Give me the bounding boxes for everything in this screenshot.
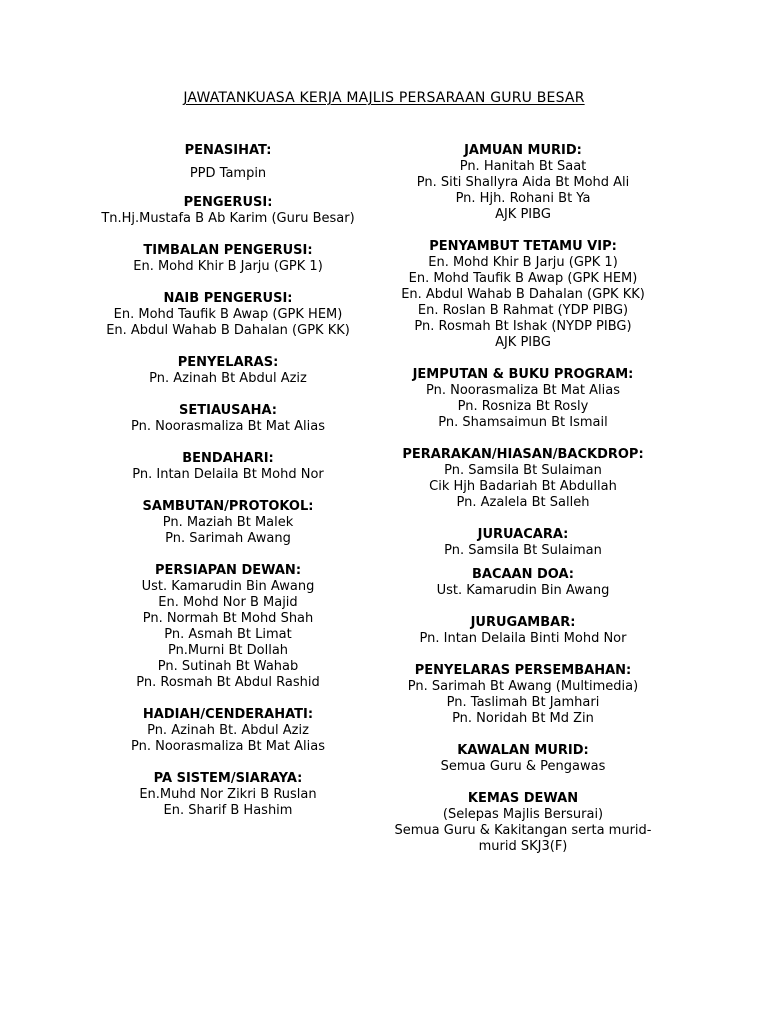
section-perarakan-hiasan-backdrop	[378, 447, 668, 511]
section-heading: PENGERUSI:	[183, 195, 273, 210]
member: Pn.Murni Bt Dollah	[167, 643, 289, 658]
section-heading: JURUGAMBAR:	[470, 615, 576, 630]
section-hadiah-cenderahati	[84, 707, 372, 755]
section-kawalan-murid	[378, 743, 668, 775]
section-penasihat	[84, 143, 372, 182]
section-naib-pengerusi	[84, 291, 372, 339]
member: Pn. Sarimah Awang	[165, 531, 291, 546]
member: En. Abdul Wahab B Dahalan (GPK KK)	[401, 287, 645, 302]
member: Pn. Sarimah Bt Awang (Multimedia)	[407, 679, 639, 694]
member: Pn. Azalela Bt Salleh	[456, 495, 590, 510]
section-heading: JURUACARA:	[477, 527, 569, 542]
member: En. Mohd Taufik B Awap (GPK HEM)	[113, 307, 343, 322]
section-heading: PERARAKAN/HIASAN/BACKDROP:	[402, 447, 644, 462]
member: Pn. Asmah Bt Limat	[164, 627, 292, 642]
right-column	[378, 143, 668, 855]
section-penyelaras-persembahan	[378, 663, 668, 727]
member: Ust. Kamarudin Bin Awang	[436, 583, 610, 598]
section-heading: PENYELARAS PERSEMBAHAN:	[414, 663, 632, 678]
section-heading: SETIAUSAHA:	[179, 403, 277, 418]
section-heading: KEMAS DEWAN	[467, 791, 579, 806]
section-pengerusi	[84, 195, 372, 227]
section-persiapan-dewan	[84, 563, 372, 691]
member: Pn. Hanitah Bt Saat	[459, 159, 587, 174]
section-timbalan-pengerusi	[84, 243, 372, 275]
member: Pn. Normah Bt Mohd Shah	[142, 611, 314, 626]
member: Tn.Hj.Mustafa B Ab Karim (Guru Besar)	[101, 211, 355, 226]
section-jamuan-murid	[378, 143, 668, 223]
member: Pn. Noorasmaliza Bt Mat Alias	[425, 383, 621, 398]
member: Pn. Rosmah Bt Ishak (NYDP PIBG)	[414, 319, 632, 334]
member: Pn. Noridah Bt Md Zin	[452, 711, 594, 726]
member: Pn. Siti Shallyra Aida Bt Mohd Ali	[416, 175, 630, 190]
member: PPD Tampin	[189, 166, 267, 181]
member: Pn. Sutinah Bt Wahab	[157, 659, 299, 674]
section-heading: SAMBUTAN/PROTOKOL:	[142, 499, 314, 514]
section-pa-sistem-siaraya	[84, 771, 372, 819]
section-heading: PERSIAPAN DEWAN:	[154, 563, 302, 578]
section-setiausaha	[84, 403, 372, 435]
member: Pn. Rosmah Bt Abdul Rashid	[136, 675, 320, 690]
section-heading: JAMUAN MURID:	[464, 143, 582, 158]
section-jemputan-buku-program	[378, 367, 668, 431]
section-bacaan-doa	[378, 567, 668, 599]
section-heading: JEMPUTAN & BUKU PROGRAM:	[412, 367, 634, 382]
section-jurugambar	[378, 615, 668, 647]
member: Ust. Kamarudin Bin Awang	[141, 579, 315, 594]
section-heading: PENASIHAT:	[184, 143, 272, 158]
member: Pn. Samsila Bt Sulaiman	[444, 543, 602, 558]
section-heading: PENYELARAS:	[177, 355, 279, 370]
member: Pn. Intan Delaila Bt Mohd Nor	[132, 467, 324, 482]
member: Pn. Maziah Bt Malek	[162, 515, 294, 530]
section-penyambut-tetamu-vip	[378, 239, 668, 351]
member: En. Sharif B Hashim	[163, 803, 293, 818]
member: Pn. Azinah Bt Abdul Aziz	[149, 371, 307, 386]
section-penyelaras	[84, 355, 372, 387]
section-heading: BENDAHARI:	[182, 451, 274, 466]
member: En.Muhd Nor Zikri B Ruslan	[139, 787, 317, 802]
member: Semua Guru & Pengawas	[440, 759, 606, 774]
section-heading: TIMBALAN PENGERUSI:	[143, 243, 313, 258]
document-title: JAWATANKUASA KERJA MAJLIS PERSARAAN GURU BESAR	[183, 90, 585, 106]
member: (Selepas Majlis Bersurai)	[442, 807, 604, 822]
member: Pn. Noorasmaliza Bt Mat Alias	[130, 419, 326, 434]
section-sambutan-protokol	[84, 499, 372, 547]
member: Pn. Noorasmaliza Bt Mat Alias	[130, 739, 326, 754]
section-heading: PENYAMBUT TETAMU VIP:	[429, 239, 617, 254]
member: Pn. Rosniza Bt Rosly	[457, 399, 589, 414]
member: En. Mohd Khir B Jarju (GPK 1)	[428, 255, 618, 270]
section-juruacara	[378, 527, 668, 559]
member: Semua Guru & Kakitangan serta murid-murid SKJ3(F)	[394, 823, 652, 854]
section-heading: KAWALAN MURID:	[457, 743, 589, 758]
member: En. Mohd Taufik B Awap (GPK HEM)	[408, 271, 638, 286]
member: En. Roslan B Rahmat (YDP PIBG)	[417, 303, 629, 318]
section-heading: BACAAN DOA:	[471, 567, 575, 582]
member: AJK PIBG	[495, 207, 551, 222]
member: Pn. Shamsaimun Bt Ismail	[438, 415, 608, 430]
section-bendahari	[84, 451, 372, 483]
member: Pn. Hjh. Rohani Bt Ya	[455, 191, 591, 206]
left-column	[84, 143, 372, 819]
member: En. Mohd Khir B Jarju (GPK 1)	[133, 259, 323, 274]
member: Pn. Taslimah Bt Jamhari	[446, 695, 600, 710]
section-heading: HADIAH/CENDERAHATI:	[142, 707, 314, 722]
section-kemas-dewan	[378, 791, 668, 855]
member: Pn. Samsila Bt Sulaiman	[444, 463, 602, 478]
member: En. Mohd Nor B Majid	[158, 595, 298, 610]
member: AJK PIBG	[495, 335, 551, 350]
section-heading: NAIB PENGERUSI:	[163, 291, 293, 306]
member: Cik Hjh Badariah Bt Abdullah	[429, 479, 617, 494]
member: Pn. Azinah Bt. Abdul Aziz	[147, 723, 309, 738]
section-heading: PA SISTEM/SIARAYA:	[153, 771, 303, 786]
member: Pn. Intan Delaila Binti Mohd Nor	[419, 631, 627, 646]
member: En. Abdul Wahab B Dahalan (GPK KK)	[106, 323, 350, 338]
